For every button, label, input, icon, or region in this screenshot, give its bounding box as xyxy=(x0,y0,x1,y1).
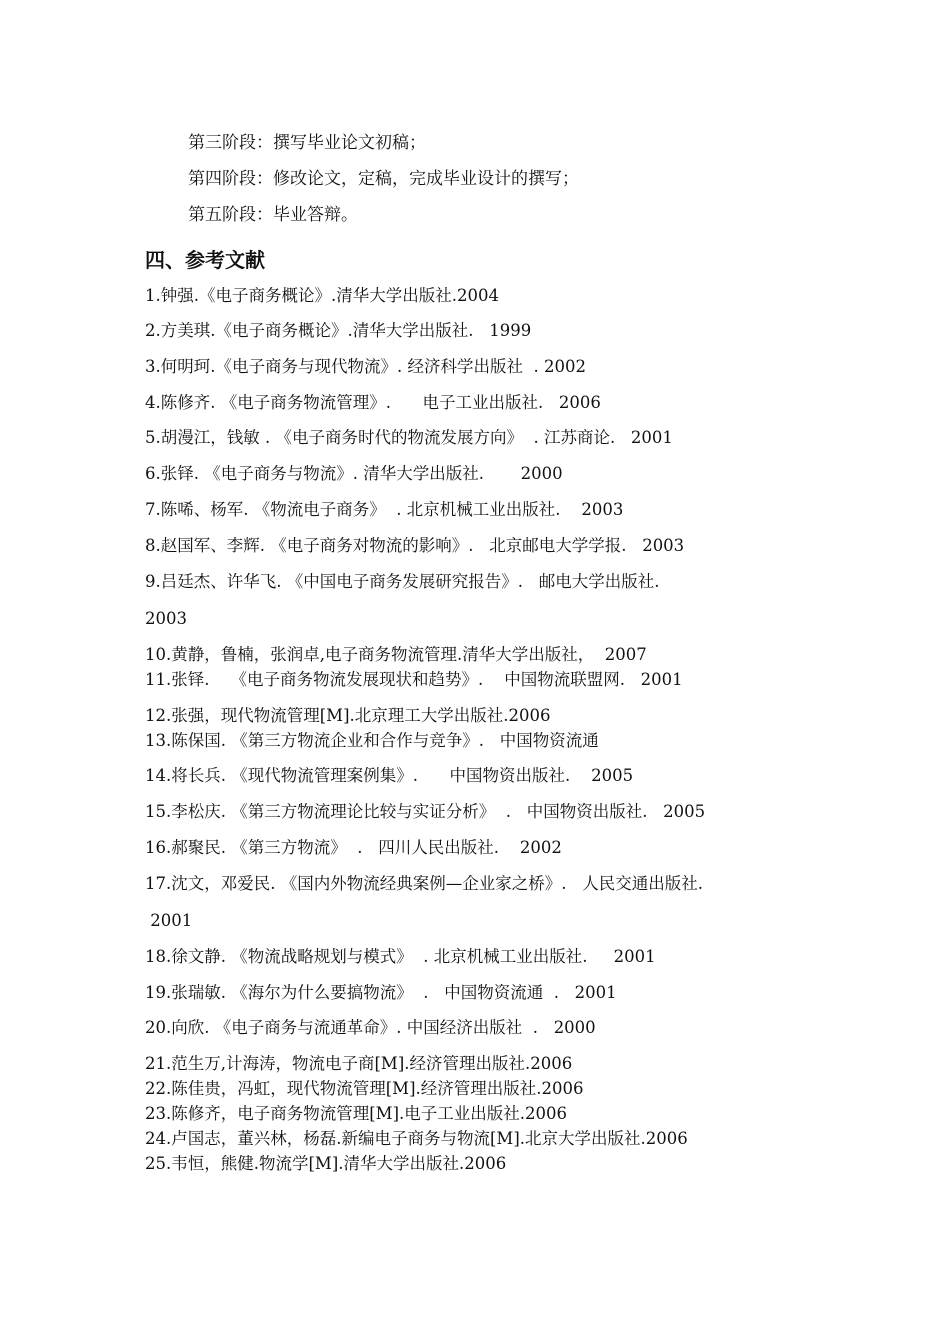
reference-item: 14.将长兵. 《现代物流管理案例集》. 中国物资出版社. 2005 xyxy=(145,766,634,785)
reference-item: 25.韦恒，熊健.物流学[M].清华大学出版社.2006 xyxy=(145,1154,507,1173)
reference-item: 11.张铎. 《电子商务物流发展现状和趋势》. 中国物流联盟网. 2001 xyxy=(145,670,683,689)
reference-item: 6.张铎. 《电子商务与物流》. 清华大学出版社. 2000 xyxy=(145,464,563,483)
reference-item-continuation: 2001 xyxy=(145,911,193,930)
reference-item: 12.张强，现代物流管理[M].北京理工大学出版社.2006 xyxy=(145,706,551,725)
reference-item: 18.徐文静. 《物流战略规划与模式》 . 北京机械工业出版社. 2001 xyxy=(145,947,656,966)
reference-item: 4.陈修齐. 《电子商务物流管理》. 电子工业出版社. 2006 xyxy=(145,393,601,412)
reference-item: 8.赵国军、李辉. 《电子商务对物流的影响》. 北京邮电大学学报. 2003 xyxy=(145,536,685,555)
stage-line-3: 第三阶段：撰写毕业论文初稿； xyxy=(188,133,426,153)
reference-item: 23.陈修齐，电子商务物流管理[M].电子工业出版社.2006 xyxy=(145,1104,567,1123)
reference-item: 17.沈文，邓爱民. 《国内外物流经典案例—企业家之桥》. 人民交通出版社. xyxy=(145,874,703,893)
reference-item: 9.吕廷杰、许华飞. 《中国电子商务发展研究报告》. 邮电大学出版社. xyxy=(145,572,660,591)
section-heading: 四、参考文献 xyxy=(145,248,265,272)
reference-item: 7.陈唏、杨军. 《物流电子商务》 . 北京机械工业出版社. 2003 xyxy=(145,500,624,519)
reference-item: 10.黄静，鲁楠，张润卓,电子商务物流管理.清华大学出版社， 2007 xyxy=(145,645,647,664)
reference-item: 16.郝聚民. 《第三方物流》 . 四川人民出版社. 2002 xyxy=(145,838,562,857)
stage-line-4: 第四阶段：修改论文，定稿，完成毕业设计的撰写； xyxy=(188,169,579,189)
reference-item: 1.钟强.《电子商务概论》.清华大学出版社.2004 xyxy=(145,286,499,305)
stage-line-5: 第五阶段：毕业答辩。 xyxy=(188,205,358,225)
reference-item: 20.向欣. 《电子商务与流通革命》. 中国经济出版社 . 2000 xyxy=(145,1018,596,1037)
reference-item: 5.胡漫江，钱敏 . 《电子商务时代的物流发展方向》 . 江苏商论. 2001 xyxy=(145,428,673,447)
reference-item: 13.陈保国. 《第三方物流企业和合作与竞争》. 中国物资流通 xyxy=(145,731,599,750)
reference-item: 2.方美琪.《电子商务概论》.清华大学出版社. 1999 xyxy=(145,321,532,340)
reference-item: 15.李松庆. 《第三方物流理论比较与实证分析》 . 中国物资出版社. 2005 xyxy=(145,802,706,821)
reference-item: 21.范生万,计海涛，物流电子商[M].经济管理出版社.2006 xyxy=(145,1054,573,1073)
reference-item: 24.卢国志，董兴林，杨磊.新编电子商务与物流[M].北京大学出版社.2006 xyxy=(145,1129,688,1148)
reference-item: 3.何明珂.《电子商务与现代物流》. 经济科学出版社 . 2002 xyxy=(145,357,586,376)
reference-item: 22.陈佳贵，冯虹，现代物流管理[M].经济管理出版社.2006 xyxy=(145,1079,584,1098)
reference-item-continuation: 2003 xyxy=(145,609,187,628)
reference-item: 19.张瑞敏. 《海尔为什么要搞物流》 . 中国物资流通 . 2001 xyxy=(145,983,617,1002)
